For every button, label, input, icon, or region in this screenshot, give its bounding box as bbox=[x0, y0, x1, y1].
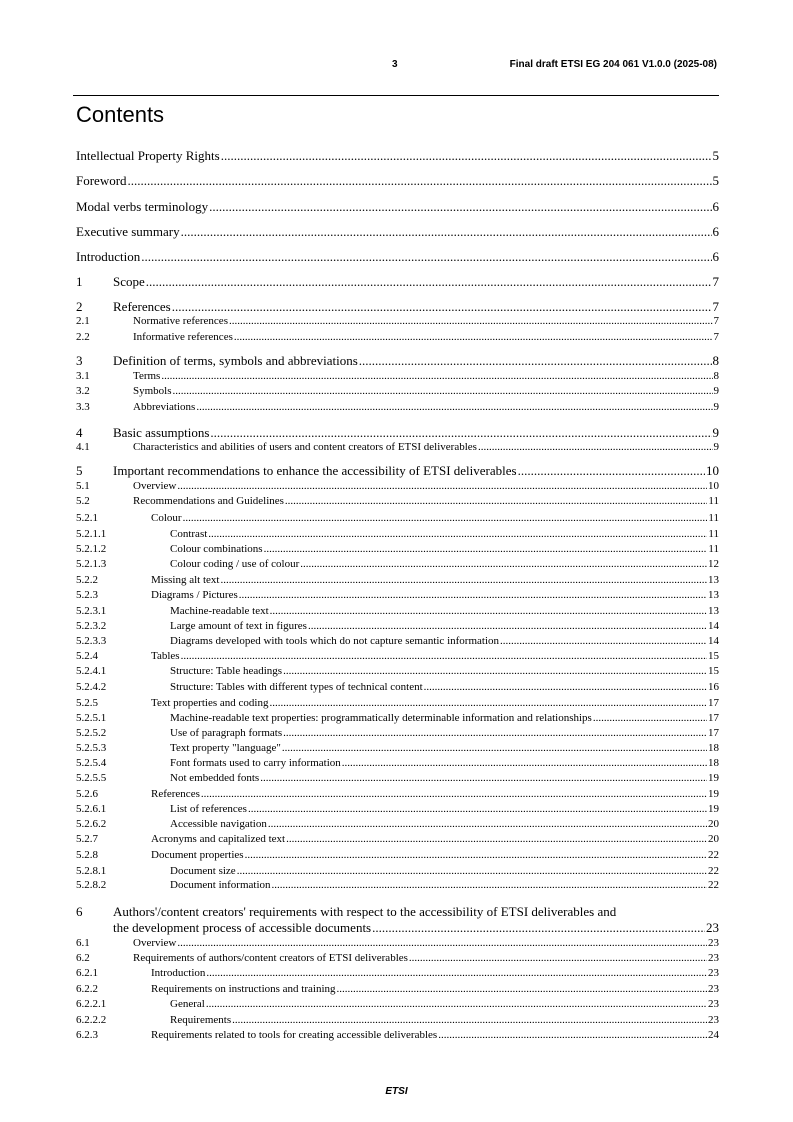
toc-entry[interactable] bbox=[76, 937, 719, 950]
toc-leader-dots bbox=[337, 983, 707, 996]
toc-page-number: 6 bbox=[712, 249, 719, 264]
toc-leader-dots bbox=[270, 605, 707, 618]
toc-entry[interactable] bbox=[76, 441, 719, 454]
toc-leader-dots bbox=[209, 199, 711, 214]
toc-entry-text: Document information bbox=[170, 879, 271, 891]
toc-leader-dots bbox=[220, 574, 707, 587]
toc-entry[interactable] bbox=[76, 983, 719, 996]
toc-entry-text: Requirements on instructions and training bbox=[151, 983, 336, 995]
toc-leader-dots bbox=[210, 425, 711, 440]
toc-entry-text: Colour bbox=[151, 512, 182, 524]
toc-entry[interactable] bbox=[76, 757, 719, 770]
toc-leader-dots bbox=[181, 224, 712, 239]
toc-entry-text: Acronyms and capitalized text bbox=[151, 833, 286, 845]
toc-page-number: 23 bbox=[708, 998, 719, 1010]
toc-page-number: 17 bbox=[708, 697, 719, 709]
toc-entry-number: 5.2.4.2 bbox=[76, 681, 107, 693]
toc-entry-number: 2.2 bbox=[76, 331, 90, 343]
toc-leader-dots bbox=[300, 558, 707, 571]
toc-leader-dots bbox=[372, 920, 705, 935]
toc-entry[interactable] bbox=[76, 865, 719, 878]
toc-leader-dots bbox=[264, 543, 708, 556]
toc-entry[interactable] bbox=[76, 274, 719, 289]
toc-page-number: 6 bbox=[712, 199, 719, 214]
toc-leader-dots bbox=[359, 353, 712, 368]
toc-entry[interactable] bbox=[76, 727, 719, 740]
toc-page-number: 18 bbox=[708, 757, 719, 769]
toc-entry-number: 6 bbox=[76, 904, 83, 919]
toc-page-number: 16 bbox=[708, 681, 719, 693]
toc-entry[interactable] bbox=[76, 249, 719, 264]
toc-entry[interactable] bbox=[76, 697, 719, 710]
toc-entry-text: Structure: Table headings bbox=[170, 665, 283, 677]
toc-page-number: 8 bbox=[713, 370, 719, 382]
toc-page-number: 10 bbox=[706, 463, 719, 478]
toc-entry-text: Missing alt text bbox=[151, 574, 220, 586]
toc-entry-number: 5 bbox=[76, 463, 83, 478]
toc-page-number: 17 bbox=[708, 712, 719, 724]
toc-leader-dots bbox=[248, 803, 707, 816]
toc-entry-text: Overview bbox=[133, 937, 177, 949]
toc-entry-number: 5.2.5 bbox=[76, 697, 98, 709]
toc-entry[interactable] bbox=[76, 331, 719, 344]
toc-leader-dots bbox=[500, 635, 707, 648]
toc-entry[interactable] bbox=[76, 315, 719, 328]
toc-page-number: 22 bbox=[708, 849, 719, 861]
toc-leader-dots bbox=[208, 528, 707, 541]
toc-entry-text: Machine-readable text properties: programmatically determinable information and relationships bbox=[170, 712, 592, 724]
toc-entry-text: Scope bbox=[113, 274, 145, 289]
toc-entry-number: 5.2.7 bbox=[76, 833, 98, 845]
toc-entry-number: 6.2.2.1 bbox=[76, 998, 107, 1010]
toc-page-number: 17 bbox=[708, 727, 719, 739]
toc-entry-text: Large amount of text in figures bbox=[170, 620, 307, 632]
toc-leader-dots bbox=[237, 865, 707, 878]
toc-page-number: 9 bbox=[713, 441, 719, 453]
page-number: 3 bbox=[392, 59, 398, 70]
toc-entry[interactable] bbox=[76, 665, 719, 678]
toc-entry-text: Requirements of authors/content creators of ETSI deliverables bbox=[133, 952, 408, 964]
toc-leader-dots bbox=[177, 937, 707, 950]
toc-entry-text: Important recommendations to enhance the accessibility of ETSI deliverables bbox=[113, 463, 517, 478]
toc-leader-dots bbox=[229, 315, 713, 328]
toc-entry[interactable] bbox=[76, 833, 719, 846]
toc-leader-dots bbox=[268, 818, 707, 831]
toc-entry[interactable] bbox=[76, 952, 719, 965]
toc-entry-number: 2.1 bbox=[76, 315, 90, 327]
toc-leader-dots bbox=[146, 274, 712, 289]
toc-entry-text: Requirements bbox=[170, 1014, 232, 1026]
toc-entry-number: 6.2.2.2 bbox=[76, 1014, 107, 1026]
toc-page-number: 23 bbox=[708, 952, 719, 964]
toc-entry[interactable] bbox=[76, 299, 719, 314]
toc-page-number: 7 bbox=[713, 315, 719, 327]
toc-leader-dots bbox=[438, 1029, 707, 1042]
toc-entry-number: 6.2.3 bbox=[76, 1029, 98, 1041]
toc-entry-text: Tables bbox=[151, 650, 180, 662]
toc-page-number: 19 bbox=[708, 803, 719, 815]
toc-entry[interactable] bbox=[76, 849, 719, 862]
toc-leader-dots bbox=[128, 173, 712, 188]
toc-leader-dots bbox=[206, 998, 707, 1011]
toc-page-number: 5 bbox=[712, 173, 719, 188]
toc-entry-number: 5.2.5.3 bbox=[76, 742, 107, 754]
toc-entry-text[interactable]: Authors'/content creators' requirements with respect to the accessibility of ETSI deliverables and bbox=[113, 904, 617, 919]
toc-leader-dots bbox=[245, 849, 707, 862]
toc-entry[interactable] bbox=[76, 620, 719, 633]
toc-page-number: 22 bbox=[708, 865, 719, 877]
toc-entry-text: Basic assumptions bbox=[113, 425, 210, 440]
toc-entry-number: 5.2.4 bbox=[76, 650, 98, 662]
toc-entry-number: 3.2 bbox=[76, 385, 90, 397]
toc-entry-text: Recommendations and Guidelines bbox=[133, 495, 284, 507]
toc-leader-dots bbox=[424, 681, 707, 694]
toc-entry-number: 5.1 bbox=[76, 480, 90, 492]
toc-entry[interactable] bbox=[76, 712, 719, 725]
toc-entry[interactable] bbox=[76, 788, 719, 801]
toc-page-number: 11 bbox=[708, 543, 719, 555]
toc-entry-text: Abbreviations bbox=[133, 401, 196, 413]
toc-entry-text: Executive summary bbox=[76, 224, 180, 239]
toc-entry[interactable] bbox=[76, 543, 719, 556]
toc-entry[interactable] bbox=[76, 463, 719, 478]
toc-entry-number: 6.2 bbox=[76, 952, 90, 964]
toc-entry-number: 3.1 bbox=[76, 370, 90, 382]
toc-entry-text: Font formats used to carry information bbox=[170, 757, 341, 769]
toc-leader-dots bbox=[260, 772, 707, 785]
toc-entry-number: 5.2.3.3 bbox=[76, 635, 107, 647]
toc-page-number: 5 bbox=[712, 148, 719, 163]
toc-entry-text: Introduction bbox=[76, 249, 141, 264]
toc-entry-line bbox=[76, 904, 616, 919]
toc-leader-dots bbox=[234, 331, 713, 344]
toc-page-number: 14 bbox=[708, 620, 719, 632]
toc-entry-text: Text properties and coding bbox=[151, 697, 269, 709]
toc-entry-number: 5.2.1.3 bbox=[76, 558, 107, 570]
toc-entry-text: Not embedded fonts bbox=[170, 772, 260, 784]
toc-entry-number: 5.2.6 bbox=[76, 788, 98, 800]
toc-leader-dots bbox=[181, 650, 707, 663]
toc-entry[interactable] bbox=[76, 558, 719, 571]
toc-entry-number: 5.2.5.5 bbox=[76, 772, 107, 784]
toc-leader-dots bbox=[196, 401, 712, 414]
toc-entry-number: 5.2.3 bbox=[76, 589, 98, 601]
toc-entry[interactable] bbox=[76, 967, 719, 980]
toc-page-number: 11 bbox=[708, 495, 719, 507]
toc-entry-text: List of references bbox=[170, 803, 247, 815]
toc-entry[interactable] bbox=[76, 528, 719, 541]
toc-leader-dots bbox=[283, 665, 707, 678]
toc-leader-dots bbox=[308, 620, 707, 633]
toc-entry-text: Definition of terms, symbols and abbreviations bbox=[113, 353, 358, 368]
toc-entry[interactable] bbox=[76, 353, 719, 368]
toc-leader-dots bbox=[232, 1014, 707, 1027]
footer-etsi: ETSI bbox=[385, 1086, 408, 1097]
toc-entry-number: 2 bbox=[76, 299, 83, 314]
toc-entry[interactable] bbox=[76, 818, 719, 831]
toc-entry[interactable] bbox=[76, 650, 719, 663]
toc-entry[interactable] bbox=[76, 879, 719, 892]
toc-entry[interactable] bbox=[76, 480, 719, 493]
toc-page-number: 23 bbox=[706, 920, 719, 935]
toc-entry-number: 3 bbox=[76, 353, 83, 368]
toc-leader-dots bbox=[272, 879, 707, 892]
toc-entry[interactable] bbox=[76, 385, 719, 398]
toc-leader-dots bbox=[173, 385, 713, 398]
toc-page-number: 11 bbox=[708, 512, 719, 524]
toc-entry-number: 5.2.1.2 bbox=[76, 543, 107, 555]
toc-page-number: 23 bbox=[708, 983, 719, 995]
toc-page-number: 13 bbox=[708, 605, 719, 617]
toc-entry-text: General bbox=[170, 998, 205, 1010]
toc-entry-text: Introduction bbox=[151, 967, 206, 979]
toc-leader-dots bbox=[172, 299, 712, 314]
toc-entry-number: 5.2.5.4 bbox=[76, 757, 107, 769]
toc-page-number: 22 bbox=[708, 879, 719, 891]
toc-entry-text: Diagrams developed with tools which do not capture semantic information bbox=[170, 635, 500, 647]
toc-entry[interactable] bbox=[76, 681, 719, 694]
toc-entry[interactable] bbox=[113, 920, 719, 935]
toc-entry[interactable] bbox=[76, 425, 719, 440]
toc-leader-dots bbox=[518, 463, 705, 478]
toc-leader-dots bbox=[593, 712, 707, 725]
toc-page-number: 9 bbox=[712, 425, 719, 440]
toc-entry-number: 5.2.3.2 bbox=[76, 620, 107, 632]
toc-entry-number: 1 bbox=[76, 274, 83, 289]
toc-entry-text: Contrast bbox=[170, 528, 208, 540]
toc-entry-text: Requirements related to tools for creating accessible deliverables bbox=[151, 1029, 438, 1041]
toc-page-number: 6 bbox=[712, 224, 719, 239]
toc-entry-text: Informative references bbox=[133, 331, 233, 343]
toc-leader-dots bbox=[285, 495, 707, 508]
toc-entry[interactable] bbox=[76, 1014, 719, 1027]
toc-entry-text: Characteristics and abilities of users and content creators of ETSI deliverables bbox=[133, 441, 477, 453]
toc-entry[interactable] bbox=[76, 772, 719, 785]
toc-entry-number: 5.2.8.1 bbox=[76, 865, 107, 877]
toc-leader-dots bbox=[201, 788, 707, 801]
toc-entry-text: Document properties bbox=[151, 849, 244, 861]
toc-entry-text: Document size bbox=[170, 865, 236, 877]
toc-entry[interactable] bbox=[76, 401, 719, 414]
toc-leader-dots bbox=[141, 249, 711, 264]
document-id: Final draft ETSI EG 204 061 V1.0.0 (2025-08) bbox=[509, 59, 717, 70]
toc-page-number: 11 bbox=[708, 528, 719, 540]
toc-entry-text: Use of paragraph formats bbox=[170, 727, 283, 739]
toc-page-number: 23 bbox=[708, 1014, 719, 1026]
toc-leader-dots bbox=[342, 757, 707, 770]
toc-page-number: 19 bbox=[708, 788, 719, 800]
toc-entry-number: 3.3 bbox=[76, 401, 90, 413]
toc-entry[interactable] bbox=[76, 803, 719, 816]
toc-page-number: 8 bbox=[712, 353, 719, 368]
toc-leader-dots bbox=[283, 727, 707, 740]
toc-entry-number: 5.2.1.1 bbox=[76, 528, 107, 540]
toc-entry-number: 6.2.2 bbox=[76, 983, 98, 995]
toc-page-number: 7 bbox=[713, 331, 719, 343]
toc-leader-dots bbox=[269, 697, 707, 710]
toc-entry[interactable] bbox=[76, 1029, 719, 1042]
toc-entry[interactable] bbox=[76, 370, 719, 383]
toc-leader-dots bbox=[221, 148, 712, 163]
toc-entry-text: Colour combinations bbox=[170, 543, 263, 555]
toc-entry[interactable] bbox=[76, 605, 719, 618]
toc-page-number: 23 bbox=[708, 967, 719, 979]
toc-entry-text: References bbox=[151, 788, 200, 800]
toc-leader-dots bbox=[286, 833, 707, 846]
toc-page-number: 7 bbox=[712, 274, 719, 289]
page-title: Contents bbox=[76, 102, 165, 127]
toc-entry-text: Structure: Tables with different types of technical content bbox=[170, 681, 423, 693]
toc-page-number: 20 bbox=[708, 818, 719, 830]
toc-entry-number: 5.2.1 bbox=[76, 512, 98, 524]
toc-leader-dots bbox=[206, 967, 707, 980]
toc-leader-dots bbox=[239, 589, 707, 602]
toc-entry[interactable] bbox=[76, 998, 719, 1011]
toc-leader-dots bbox=[409, 952, 707, 965]
toc-entry-number: 4.1 bbox=[76, 441, 90, 453]
toc-page-number: 10 bbox=[708, 480, 719, 492]
toc-entry-number: 5.2 bbox=[76, 495, 90, 507]
toc-page-number: 18 bbox=[708, 742, 719, 754]
toc-page-number: 20 bbox=[708, 833, 719, 845]
toc-leader-dots bbox=[177, 480, 707, 493]
toc-entry-text: Machine-readable text bbox=[170, 605, 269, 617]
toc-entry-number: 5.2.2 bbox=[76, 574, 98, 586]
toc-entry-number: 5.2.4.1 bbox=[76, 665, 107, 677]
toc-entry-number: 5.2.6.1 bbox=[76, 803, 107, 815]
toc-entry-text: Accessible navigation bbox=[170, 818, 267, 830]
toc-page-number: 13 bbox=[708, 589, 719, 601]
toc-page-number: 19 bbox=[708, 772, 719, 784]
toc-entry[interactable] bbox=[76, 148, 719, 163]
toc-page-number: 23 bbox=[708, 937, 719, 949]
toc-entry-number: 5.2.8 bbox=[76, 849, 98, 861]
toc-entry-text-continuation: the development process of accessible documents bbox=[113, 920, 372, 935]
toc-entry-number: 5.2.6.2 bbox=[76, 818, 107, 830]
toc-entry-text: Normative references bbox=[133, 315, 228, 327]
toc-entry[interactable] bbox=[76, 495, 719, 508]
toc-page-number: 14 bbox=[708, 635, 719, 647]
toc-page-number: 13 bbox=[708, 574, 719, 586]
toc-entry-text: Terms bbox=[133, 370, 161, 382]
toc-page-number: 9 bbox=[713, 401, 719, 413]
toc-leader-dots bbox=[183, 512, 708, 525]
toc-entry-number: 5.2.5.2 bbox=[76, 727, 107, 739]
toc-entry[interactable] bbox=[76, 512, 719, 525]
toc-page-number: 9 bbox=[713, 385, 719, 397]
toc-entry-text: Diagrams / Pictures bbox=[151, 589, 238, 601]
toc-entry-number: 4 bbox=[76, 425, 83, 440]
toc-entry[interactable] bbox=[76, 635, 719, 648]
toc-page-number: 24 bbox=[708, 1029, 719, 1041]
toc-entry[interactable] bbox=[76, 589, 719, 602]
toc-entry-text: Overview bbox=[133, 480, 177, 492]
toc-entry-text: Foreword bbox=[76, 173, 127, 188]
toc-entry-text: References bbox=[113, 299, 171, 314]
toc-leader-dots bbox=[478, 441, 713, 454]
toc-entry[interactable] bbox=[76, 742, 719, 755]
toc-entry[interactable] bbox=[76, 574, 719, 587]
toc-entry-text: Modal verbs terminology bbox=[76, 199, 209, 214]
toc-entry-text: Symbols bbox=[133, 385, 172, 397]
toc-leader-dots bbox=[282, 742, 707, 755]
toc-page-number: 15 bbox=[708, 650, 719, 662]
toc-entry-number: 5.2.5.1 bbox=[76, 712, 107, 724]
toc-entry-text: Colour coding / use of colour bbox=[170, 558, 300, 570]
toc-entry[interactable] bbox=[76, 173, 719, 188]
toc-entry[interactable] bbox=[76, 199, 719, 214]
toc-page-number: 12 bbox=[708, 558, 719, 570]
toc-entry-number: 6.2.1 bbox=[76, 967, 98, 979]
toc-entry[interactable] bbox=[76, 224, 719, 239]
toc-entry-number: 6.1 bbox=[76, 937, 90, 949]
toc-entry-number: 5.2.3.1 bbox=[76, 605, 107, 617]
toc-entry-number: 5.2.8.2 bbox=[76, 879, 107, 891]
toc-entry-text: Intellectual Property Rights bbox=[76, 148, 220, 163]
toc-page-number: 15 bbox=[708, 665, 719, 677]
toc-entry-text: Text property "language" bbox=[170, 742, 281, 754]
toc-leader-dots bbox=[161, 370, 712, 383]
toc-page-number: 7 bbox=[712, 299, 719, 314]
